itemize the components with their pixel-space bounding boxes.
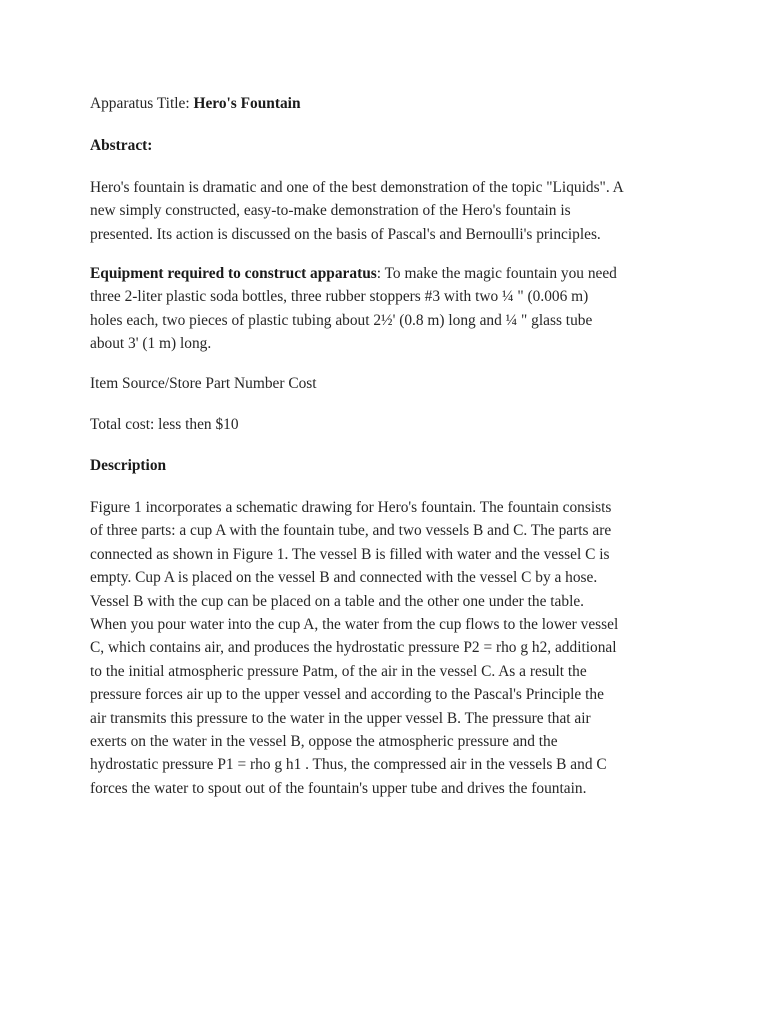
- description-heading: Description: [90, 457, 167, 474]
- equipment-line: three 2-liter plastic soda bottles, three rubber stoppers #3 with two ¼ " (0.006 m): [90, 288, 589, 306]
- description-line: connected as shown in Figure 1. The vessel B is filled with water and the vessel C is: [90, 545, 610, 563]
- description-line: When you pour water into the cup A, the water from the cup flows to the lower vessel: [90, 616, 619, 634]
- abstract-line: presented. Its action is discussed on the basis of Pascal's and Bernoulli's principles.: [90, 225, 601, 243]
- description-line: hydrostatic pressure P1 = rho g h1 . Thus, the compressed air in the vessels B and C: [90, 756, 607, 774]
- description-line: of three parts: a cup A with the fountain tube, and two vessels B and C. The parts are: [90, 522, 612, 540]
- description-line: C, which contains air, and produces the hydrostatic pressure P2 = rho g h2, additional: [90, 639, 617, 657]
- description-line: to the initial atmospheric pressure Patm, of the air in the vessel C. As a result the: [90, 662, 587, 680]
- description-paragraph: [90, 496, 690, 800]
- abstract-heading: Abstract:: [90, 137, 153, 154]
- description-line: air transmits this pressure to the water in the upper vessel B. The pressure that air: [90, 709, 591, 727]
- description-line: empty. Cup A is placed on the vessel B and connected with the vessel C by a hose.: [90, 569, 598, 587]
- description-line: forces the water to spout out of the fountain's upper tube and drives the fountain.: [90, 779, 587, 797]
- abstract-paragraph: [90, 176, 690, 246]
- apparatus-title: [90, 92, 690, 115]
- abstract-line: Hero's fountain is dramatic and one of the best demonstration of the topic "Liquids". A: [90, 179, 624, 196]
- equipment-text: : To make the magic fountain you need: [376, 265, 617, 282]
- abstract-line: new simply constructed, easy-to-make demonstration of the Hero's fountain is: [90, 202, 571, 220]
- description-line: pressure forces air up to the upper vessel and according to the Pascal's Principle the: [90, 686, 604, 704]
- description-line: Figure 1 incorporates a schematic drawing for Hero's fountain. The fountain consists: [90, 499, 612, 516]
- equipment-line: holes each, two pieces of plastic tubing about 2½' (0.8 m) long and ¼ " glass tube: [90, 311, 593, 329]
- description-line: Vessel B with the cup can be placed on a table and the other one under the table.: [90, 592, 585, 610]
- description-line: exerts on the water in the vessel B, oppose the atmospheric pressure and the: [90, 733, 558, 751]
- total-cost-line: Total cost: less then $10: [90, 416, 239, 433]
- item-source-line: Item Source/Store Part Number Cost: [90, 375, 317, 392]
- equipment-line: about 3' (1 m) long.: [90, 335, 212, 353]
- equipment-paragraph: [90, 262, 690, 356]
- title-label: Apparatus Title:: [90, 95, 194, 112]
- equipment-line: [90, 262, 690, 285]
- title-value: Hero's Fountain: [193, 95, 301, 112]
- equipment-heading: Equipment required to construct apparatus: [90, 265, 377, 282]
